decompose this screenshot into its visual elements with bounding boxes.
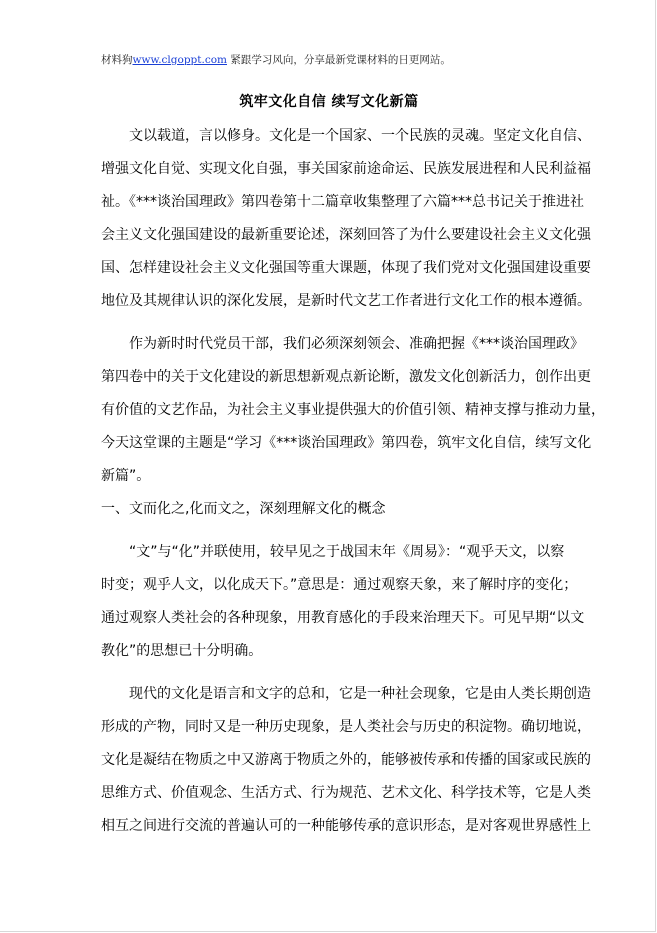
paragraph-modern	[101, 678, 591, 843]
paragraph-theme	[101, 328, 605, 493]
website-link[interactable]: www.clgoppt.com	[132, 54, 227, 66]
paragraph-line: 相互之间进行交流的普遍认可的一种能够传承的意识形态，是对客观世界感性上	[101, 818, 591, 834]
paragraph-line: “文”与“化”并联使用，较早见之于战国末年《周易》：“观乎天文，以察	[129, 544, 565, 560]
paragraph-line: 第四卷中的关于文化建设的新思想新观点新论断，激发文化创新活力，创作出更	[101, 369, 591, 385]
paragraph-line: 文化是凝结在物质之中又游离于物质之外的，能够被传承和传播的国家或民族的	[101, 752, 591, 768]
paragraph-line: 新篇”。	[101, 468, 151, 484]
paragraph-line: 思维方式、价值观念、生活方式、行为规范、艺术文化、科学技术等，它是人类	[101, 785, 591, 801]
header-prefix: 材料狗	[101, 54, 133, 66]
document-body	[101, 120, 605, 843]
header-suffix: 紧跟学习风向，分享最新党课材料的日更网站。	[227, 54, 451, 66]
page-header	[101, 52, 451, 67]
paragraph-gap	[101, 668, 561, 678]
section-heading: 一、文而化之,化而文之，深刻理解文化的概念	[101, 501, 386, 517]
paragraph-intro	[101, 120, 591, 318]
paragraph-line: 形成的产物，同时又是一种历史现象，是人类社会与历史的积淀物。确切地说，	[101, 719, 591, 735]
paragraph-line: 现代的文化是语言和文字的总和，它是一种社会现象，它是由人类长期创造	[129, 686, 591, 702]
paragraph-line: 文以载道，言以修身。文化是一个国家、一个民族的灵魂。坚定文化自信、	[129, 128, 591, 144]
paragraph-line: 时变；观乎人文，以化成天下。”意思是：通过观察天象，来了解时序的变化；	[101, 577, 578, 593]
paragraph-line: 作为新时时代党员干部，我们必须深刻领会、准确把握《***谈治国理政》	[129, 336, 584, 352]
paragraph-line: 会主义文化强国建设的最新重要论述，深刻回答了为什么要建设社会主义文化强	[101, 227, 591, 243]
paragraph-line: 今天这堂课的主题是“学习《***谈治国理政》第四卷，筑牢文化自信，续写文化	[101, 435, 592, 451]
paragraph-line: 教化”的思想已十分明确。	[101, 643, 263, 659]
paragraph-gap	[101, 526, 561, 536]
paragraph-line: 有价值的文艺作品，为社会主义事业提供强大的价值引领、精神支撑与推动力量，	[101, 402, 605, 418]
paragraph-line: 增强文化自觉、实现文化自强，事关国家前途命运、民族发展进程和人民利益福	[101, 161, 591, 177]
paragraph-line: 通过观察人类社会的各种现象，用教育感化的手段来治理天下。可见早期“以文	[101, 610, 585, 626]
paragraph-line: 国、怎样建设社会主义文化强国等重大课题，体现了我们党对文化强国建设重要	[101, 260, 591, 276]
paragraph-origin	[101, 536, 585, 668]
document-title: 筑牢文化自信 续写文化新篇	[239, 94, 419, 110]
paragraph-line: 地位及其规律认识的深化发展，是新时代文艺工作者进行文化工作的根本遵循。	[101, 293, 591, 309]
paragraph-gap	[101, 318, 561, 328]
paragraph-line: 祉。《***谈治国理政》第四卷第十二篇章收集整理了六篇***总书记关于推进社	[101, 194, 584, 210]
